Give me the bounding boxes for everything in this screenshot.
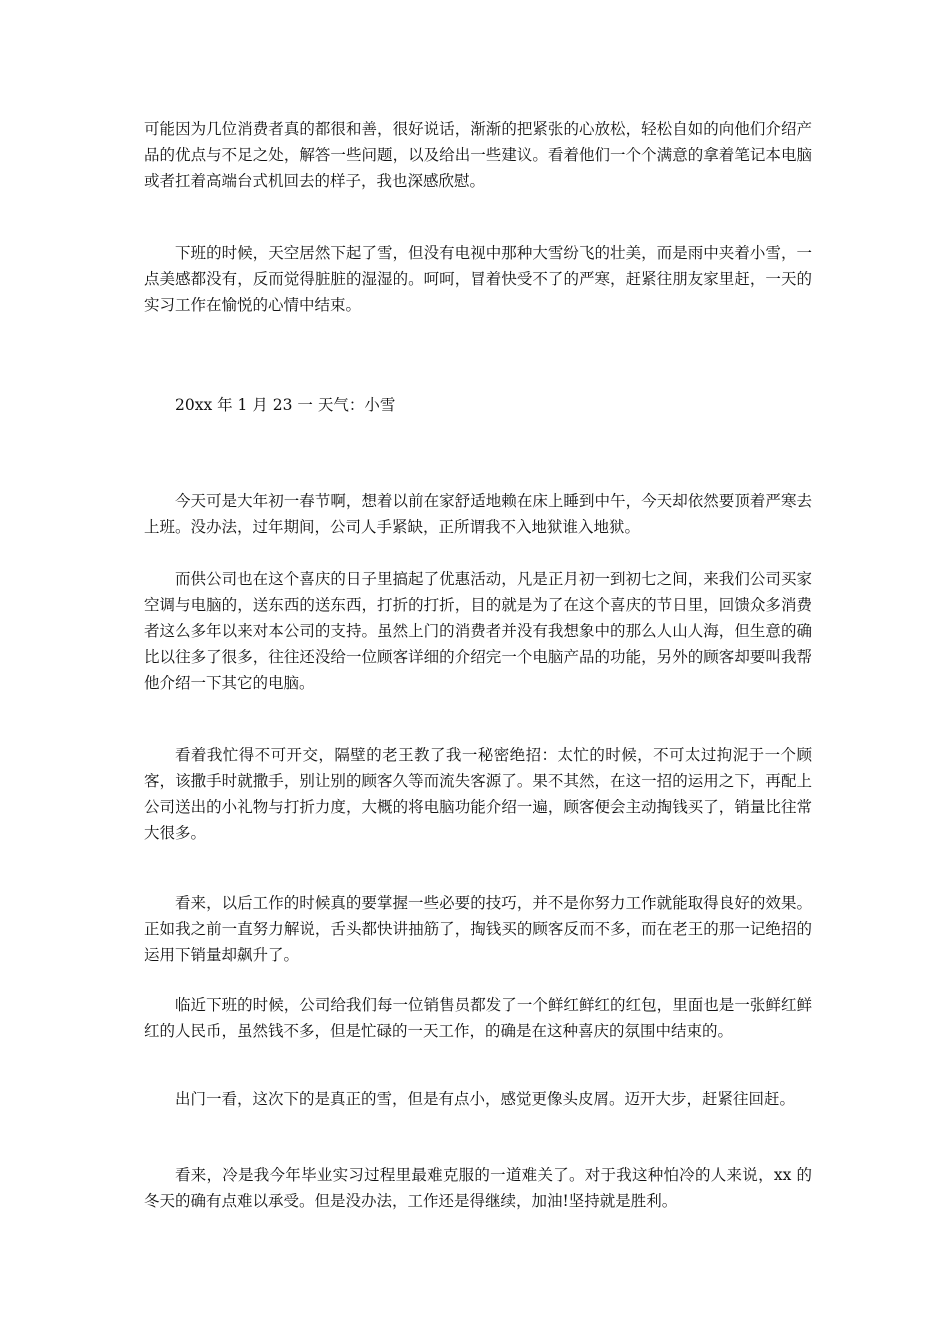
paragraph-8: 出门一看，这次下的是真正的雪，但是有点小，感觉更像头皮屑。迈开大步，赶紧往回赶。 (175, 1090, 796, 1108)
paragraph-2: 下班的时候，天空居然下起了雪，但没有电视中那种大雪纷飞的壮美，而是雨中夹着小雪，一点美感都没有，反而觉得脏脏的湿湿的。呵呵，冒着快受不了的严寒，赶紧往朋友家里赶，一天的实习工作在愉悦的心情中结束。 (144, 244, 812, 314)
paragraph-5: 看着我忙得不可开交，隔壁的老王教了我一秘密绝招：太忙的时候，不可太过拘泥于一个顾客，该撒手时就撒手，别让别的顾客久等而流失客源了。果不其然，在这一招的运用之下，再配上公司送出的小礼物与打折力度，大概的将电脑功能介绍一遍，顾客便会主动掏钱买了，销量比往常大很多。 (144, 746, 812, 842)
paragraph-6: 看来，以后工作的时候真的要掌握一些必要的技巧，并不是你努力工作就能取得良好的效果。正如我之前一直努力解说，舌头都快讲抽筋了，掏钱买的顾客反而不多，而在老王的那一记绝招的运用下销量却飙升了。 (144, 894, 812, 964)
paragraph-3: 今天可是大年初一春节啊，想着以前在家舒适地赖在床上睡到中午，今天却依然要顶着严寒去上班。没办法，过年期间，公司人手紧缺，正所谓我不入地狱谁入地狱。 (144, 492, 812, 536)
paragraph-4: 而供公司也在这个喜庆的日子里搞起了优惠活动，凡是正月初一到初七之间，来我们公司买家空调与电脑的，送东西的送东西，打折的打折，目的就是为了在这个喜庆的节日里，回馈众多消费者这么多年以来对本公司的支持。虽然上门的消费者并没有我想象中的那么人山人海，但生意的确比以往多了很多，往往还没给一位顾客详细的介绍完一个电脑产品的功能，另外的顾客却要叫我帮他介绍一下其它的电脑。 (144, 570, 812, 692)
paragraph-1: 可能因为几位消费者真的都很和善，很好说话，渐渐的把紧张的心放松，轻松自如的向他们介绍产品的优点与不足之处，解答一些问题，以及给出一些建议。看着他们一个个满意的拿着笔记本电脑或者扛着高端台式机回去的样子，我也深感欣慰。 (144, 120, 812, 190)
diary-date-line: 20xx 年 1 月 23 一 天气：小雪 (175, 396, 396, 414)
paragraph-7: 临近下班的时候，公司给我们每一位销售员都发了一个鲜红鲜红的红包，里面也是一张鲜红鲜红的人民币，虽然钱不多，但是忙碌的一天工作，的确是在这种喜庆的氛围中结束的。 (144, 996, 812, 1040)
paragraph-9: 看来，冷是我今年毕业实习过程里最难克服的一道难关了。对于我这种怕冷的人来说，xx 的冬天的确有点难以承受。但是没办法，工作还是得继续，加油!坚持就是胜利。 (144, 1166, 812, 1210)
